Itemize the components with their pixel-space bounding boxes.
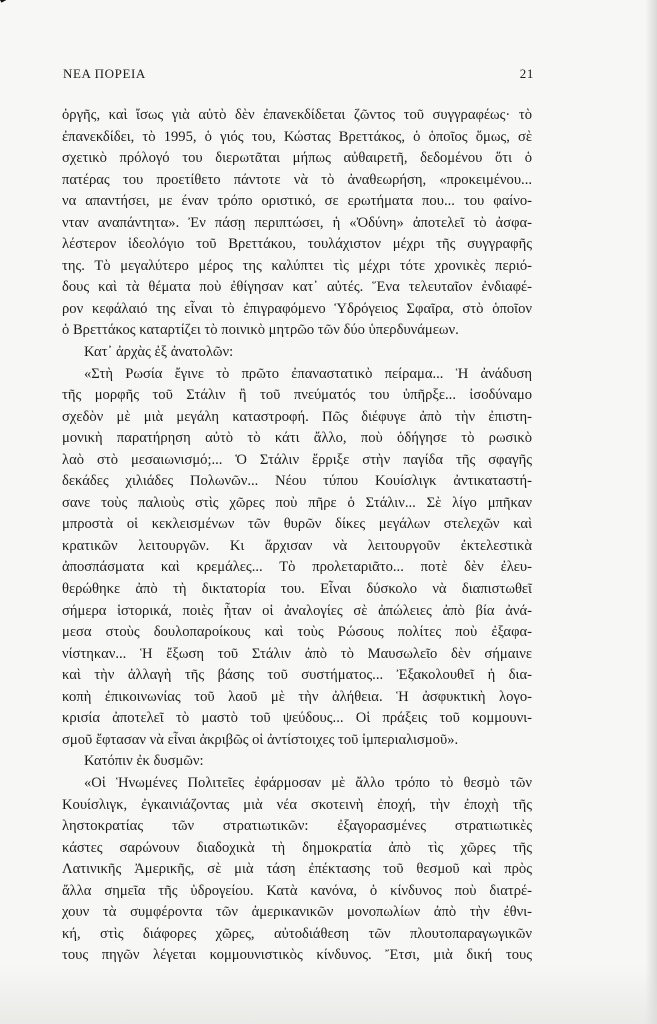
text-line: να απαντήσει, με έναν τρόπο οριστικό, σε ερωτήματα που... του φαίνο- [62, 193, 532, 210]
quote-line: νίστηκαν... Ἡ ἔξωση τοῦ Στάλιν ἀπὸ τὸ Μαυσωλεῖο δὲν σήμαινε [62, 645, 532, 662]
quote-line: λαὸ στὸ μεσαιωνισμό;... Ὁ Στάλιν ἔρριξε στὴν παγίδα τῆς σφαγῆς [62, 451, 532, 468]
quote-line: ἀποσπάσματα καὶ κρεμάλες... Τὸ προλεταριᾶτο... ποτὲ δὲν ἐλευ- [62, 559, 532, 576]
quote-line: «Στὴ Ρωσία ἔγινε τὸ πρῶτο ἐπαναστατικὸ πείραμα... Ἡ ἀνάδυση [84, 365, 532, 382]
text-line: δους καὶ τὰ θέματα ποὺ ἐθίγησαν κατ᾽ αὐτές. Ἕνα τελευταῖον ἐνδιαφέ- [62, 279, 532, 296]
quote-line: Λατινικῆς Ἀμερικῆς, σὲ μιὰ τάση ἐπέκτασης τοῦ θεσμοῦ καὶ πρὸς [62, 861, 532, 878]
text-line: της. Τὸ μεγαλύτερο μέρος της καλύπτει τὶς μέχρι τότε χρονικὲς περιό- [62, 257, 532, 274]
quote-line: τους πηγῶν λέγεται κομμουνιστικὸς κίνδυνος. Ἔτσι, μιὰ δική τους [62, 947, 532, 964]
quote-line: σχεδὸν μὲ μιὰ μεγάλη καταστροφή. Πῶς διέφυγε ἀπὸ τὴν ἐπιστη- [62, 408, 532, 425]
text-line: πατέρας του προετίθετο πάντοτε νὰ τὸ ἀναθεωρήση, «προκειμένου... [62, 171, 532, 188]
quote-line: «Οἱ Ἡνωμένες Πολιτεῖες ἐφάρμοσαν μὲ ἄλλο τρόπο τὸ θεσμὸ τῶν [84, 774, 532, 791]
quote-line: κοπὴ ἐπικοινωνίας τοῦ λαοῦ μὲ τὴν ἀλήθεια. Ἡ ἀσφυκτικὴ λογο- [62, 688, 532, 705]
page-edge-shadow [645, 0, 657, 1024]
quote-line: σανε τοὺς παλιοὺς στὶς χῶρες ποὺ πῆρε ὁ Στάλιν... Σὲ λίγο μπῆκαν [62, 494, 532, 511]
page-number: 21 [519, 66, 534, 81]
quote-line: χουν τὰ συμφέροντα τῶν ἀμερικανικῶν μονοπωλίων ἀπὸ τὴν ἐθνι- [62, 904, 532, 921]
quote-line: ἄλλα σημεῖα τῆς ὑδρογείου. Κατὰ κανόνα, ὁ κίνδυνος ποὺ διατρέ- [62, 882, 532, 899]
quote-line: κρισία ἀποτελεῖ τὸ μαστὸ τοῦ ψεύδους... Οἱ πράξεις τοῦ κομμουνι- [62, 710, 532, 727]
body-text [62, 105, 532, 967]
running-title: ΝΕΑ ΠΟΡΕΙΑ [63, 66, 146, 81]
quote-line: καὶ τὴν ἀλλαγὴ τῆς βάσης τοῦ συστήματος... Ἐξακολουθεῖ ἡ δια- [62, 667, 532, 684]
quote-line: σήμερα ἱστορικά, ποιὲς ἦταν οἱ ἀναλογίες σὲ ἀπώλειες ἀπὸ βία ἀνά- [62, 602, 532, 619]
text-line: σχετικὸ πρόλογό του διερωτᾶται μήπως αὐθαιρετῆ, δεδομένου ὅτι ὁ [62, 150, 532, 167]
page-bottom-shadow [0, 964, 657, 1024]
section-intro-east: Κατ᾽ ἀρχὰς ἐξ ἀνατολῶν: [84, 344, 234, 361]
quote-line: Κουίσλιγκ, ἐγκαινιάζοντας μιὰ νέα σκοτεινὴ ἐποχή, τὴν ἐποχὴ τῆς [62, 796, 532, 813]
quote-line: κρατικῶν λειτουργῶν. Κι ἄρχισαν νὰ λειτουργοῦν ἐκτελεστικὰ [62, 537, 532, 554]
text-line: ἐπανεκδίδει, τὸ 1995, ὁ γιός του, Κώστας Βρεττάκος, ὁ ὁποῖος ὅμως, σὲ [62, 128, 532, 145]
quote-line: κή, στὶς διάφορες χῶρες, αὐτοδιάθεση τῶν πλουτοπαραγωγικῶν [62, 925, 532, 942]
text-line: ρον κεφάλαιό της εἶναι τὸ ἐπιγραφόμενο Ὑδρόγειος Σφαῖρα, στὸ ὁποῖον [62, 300, 532, 317]
quote-line: θερώθηκε ἀπὸ τὴ δικτατορία του. Εἶναι δύσκολο νὰ διαπιστωθεῖ [62, 581, 532, 598]
quote-line: ληστοκρατίας τῶν στρατιωτικῶν: ἐξαγορασμένες στρατιωτικὲς [62, 818, 532, 835]
text-line: λέστερον ἰδεολόγιο τοῦ Βρεττάκου, τουλάχιστον μέχρι τῆς συγγραφῆς [62, 236, 532, 253]
quote-line: κάστες σαρώνουν διαδοχικὰ τὴ δημοκρατία ἀπὸ τὶς χῶρες τῆς [62, 839, 532, 856]
text-line: νταν αναπάντητα». Ἐν πάσῃ περιπτώσει, ἡ «Ὀδύνη» ἀποτελεῖ τὸ ἀσφα- [62, 214, 532, 231]
text-line: ὀργῆς, καὶ ἴσως γιὰ αὐτὸ δὲν ἐπανεκδίδεται ζῶντος τοῦ συγγραφέως· τὸ [62, 107, 532, 123]
quote-line: τῆς μορφῆς τοῦ Στάλιν ἢ τοῦ πνεύματός του ὑπῆρξε... ἰσοδύναμο [62, 387, 532, 404]
quote-line: σμοῦ ἔφτασαν νὰ εἶναι ἀκριβῶς οἱ ἀντίστοιχες τοῦ ἰμπεριαλισμοῦ». [62, 731, 459, 748]
quote-line: μονικὴ παρατήρηση αὐτὸ τὸ κάτι ἄλλο, ποὺ ὁδήγησε τὸ ρωσικὸ [62, 430, 532, 447]
quote-line: μεσα στοὺς δουλοπαροίκους καὶ τοὺς Ρώσους πολίτες ποὺ ἐξαφα- [62, 624, 532, 641]
text-line: ὁ Βρεττάκος καταρτίζει τὸ ποινικὸ μητρῶο τῶν δύο ὑπερδυνάμεων. [62, 322, 459, 339]
quote-line: μπροστὰ οἱ κεκλεισμένων τῶν θυρῶν δίκες μεγάλων στελεχῶν καὶ [62, 516, 532, 533]
section-intro-west: Κατόπιν ἐκ δυσμῶν: [84, 753, 204, 770]
running-header [63, 66, 534, 82]
quote-line: δεκάδες χιλιάδες Πολωνῶν... Νέου τύπου Κουίσλιγκ ἀντικαταστή- [62, 473, 532, 490]
corner-scan-mark [0, 0, 23, 3]
